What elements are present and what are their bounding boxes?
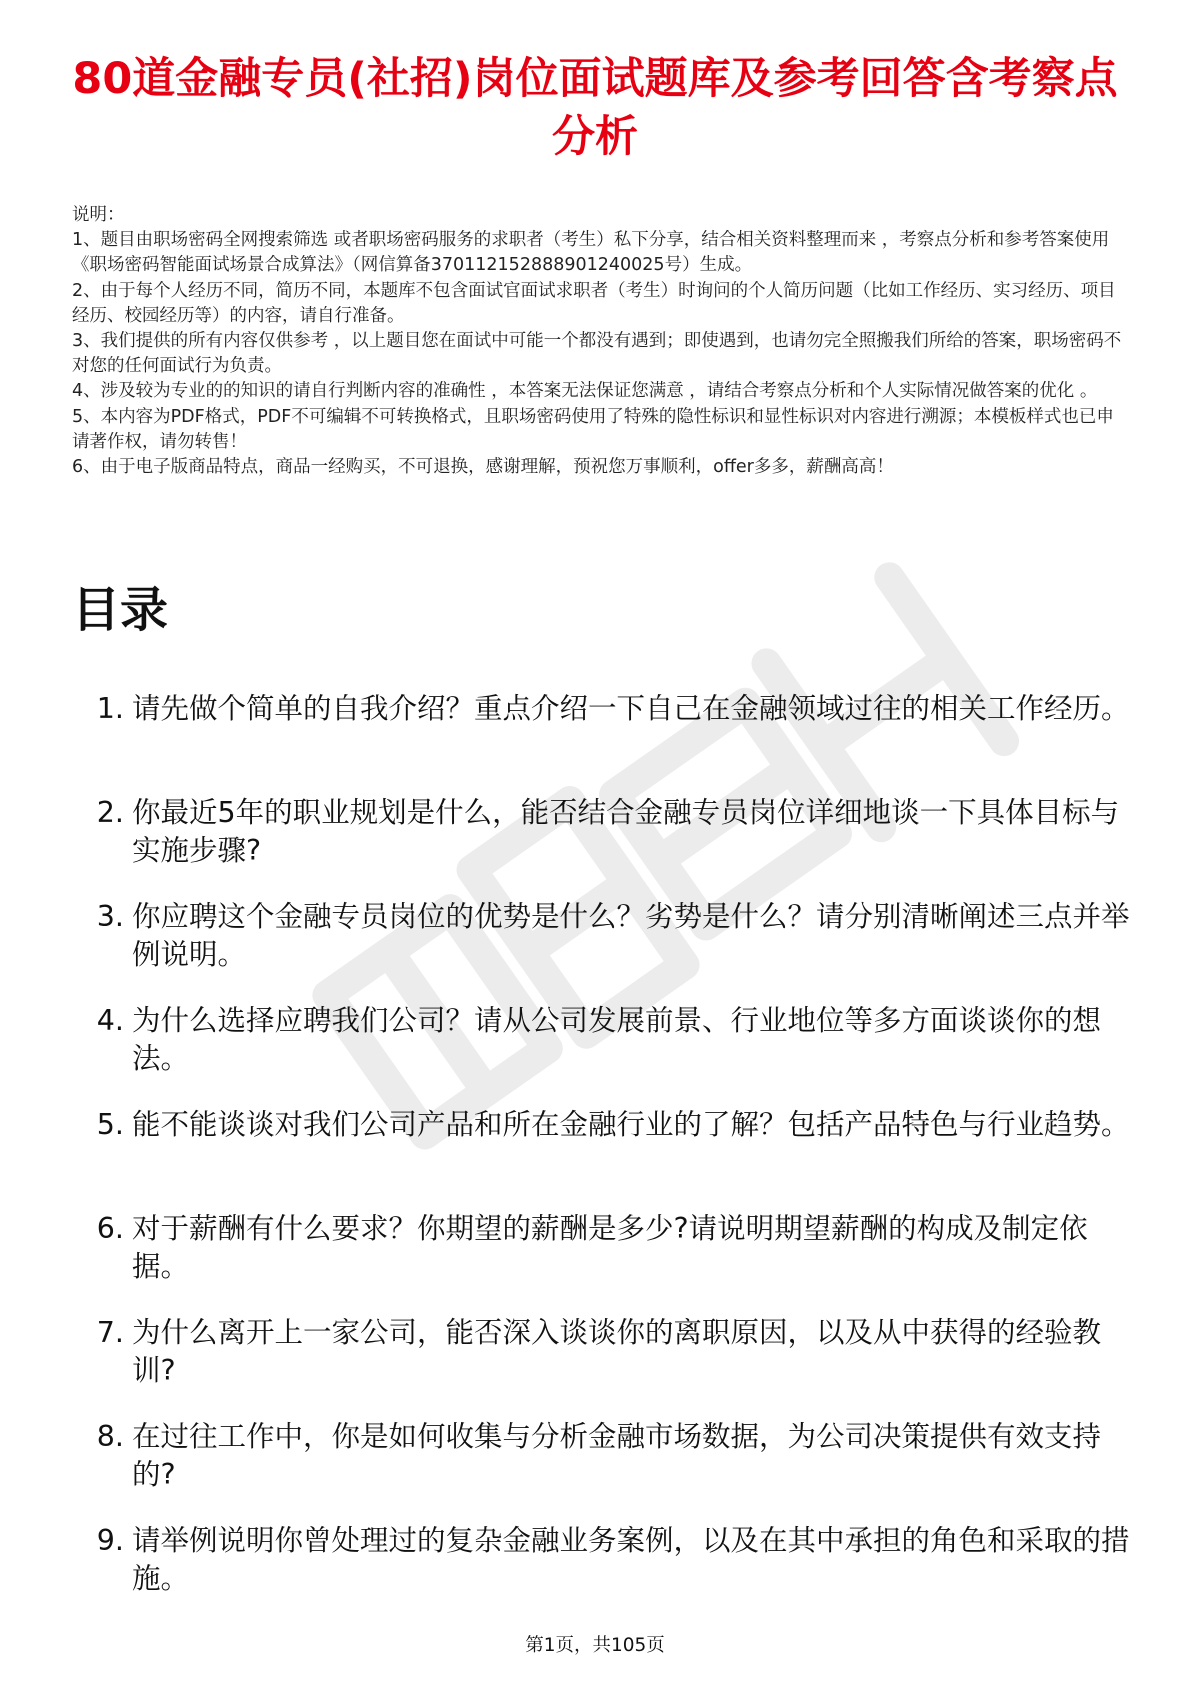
question-item xyxy=(72,1314,1132,1418)
question-item xyxy=(72,690,1132,794)
question-number: 5. xyxy=(96,1108,124,1141)
question-item xyxy=(72,898,1132,1002)
question-text: 请举例说明你曾处理过的复杂金融业务案例，以及在其中承担的角色和采取的措施。 xyxy=(132,1524,1130,1595)
notes-heading: 说明： xyxy=(72,205,125,225)
question-number: 4. xyxy=(96,1004,124,1037)
question-number: 3. xyxy=(96,900,124,933)
question-list xyxy=(72,690,1132,1626)
notes-section xyxy=(72,203,1122,480)
question-number: 6. xyxy=(96,1212,124,1245)
question-text: 对于薪酬有什么要求？你期望的薪酬是多少?请说明期望薪酬的构成及制定依据。 xyxy=(132,1212,1088,1283)
document-title: 80道金融专员(社招)岗位面试题库及参考回答含考察点分析 xyxy=(72,54,1118,162)
question-item xyxy=(72,1106,1132,1210)
note-item: 4、涉及较为专业的的知识的请自行判断内容的准确性 ，本答案无法保证您满意 ，请结合考察点分析和个人实际情况做答案的优化 。 xyxy=(72,381,1098,402)
page-footer: 第1页，共105页 xyxy=(525,1635,665,1656)
question-text: 请先做个简单的自我介绍？重点介绍一下自己在金融领域过往的相关工作经历。 xyxy=(132,692,1130,725)
question-item xyxy=(72,1418,1132,1522)
question-text: 你应聘这个金融专员岗位的优势是什么？劣势是什么？请分别清晰阐述三点并举例说明。 xyxy=(132,900,1130,971)
note-item: 6、由于电子版商品特点，商品一经购买，不可退换，感谢理解，预祝您万事顺利，offer多多，薪酬高高！ xyxy=(72,457,894,478)
question-item xyxy=(72,1522,1132,1626)
question-text: 为什么选择应聘我们公司？请从公司发展前景、行业地位等多方面谈谈你的想法。 xyxy=(132,1004,1102,1075)
note-item: 3、我们提供的所有内容仅供参考 ，以上题目您在面试中可能一个都没有遇到；即使遇到，也请勿完全照搬我们所给的答案，职场密码不对您的任何面试行为负责。 xyxy=(72,331,1122,377)
question-text: 在过往工作中，你是如何收集与分析金融市场数据，为公司决策提供有效支持的? xyxy=(132,1420,1102,1491)
question-text: 你最近5年的职业规划是什么，能否结合金融专员岗位详细地谈一下具体目标与实施步骤? xyxy=(132,796,1120,867)
toc-heading: 目录 xyxy=(72,582,169,638)
question-number: 8. xyxy=(96,1420,124,1453)
question-text: 为什么离开上一家公司，能否深入谈谈你的离职原因，以及从中获得的经验教训? xyxy=(132,1316,1102,1387)
note-item: 2、由于每个人经历不同，简历不同，本题库不包含面试官面试求职者（考生）时询问的个人简历问题（比如工作经历、实习经历、项目经历、校园经历等）的内容，请自行准备。 xyxy=(72,280,1116,326)
question-text: 能不能谈谈对我们公司产品和所在金融行业的了解？包括产品特色与行业趋势。 xyxy=(132,1108,1130,1141)
note-item: 1、题目由职场密码全网搜索筛选 或者职场密码服务的求职者（考生）私下分享，结合相关资料整理而来 ，考察点分析和参考答案使用《职场密码智能面试场景合成算法》（网信算备370112152888901240025号）生成。 xyxy=(72,230,1110,276)
note-item: 5、本内容为PDF格式，PDF不可编辑不可转换格式，且职场密码使用了特殊的隐性标识和显性标识对内容进行溯源；本模板样式也已申请著作权，请勿转售！ xyxy=(72,406,1114,452)
question-number: 1. xyxy=(96,692,124,725)
question-number: 9. xyxy=(96,1524,124,1557)
question-item xyxy=(72,794,1132,898)
question-item xyxy=(72,1002,1132,1106)
question-number: 2. xyxy=(96,796,124,829)
question-item xyxy=(72,1210,1132,1314)
question-number: 7. xyxy=(96,1316,124,1349)
